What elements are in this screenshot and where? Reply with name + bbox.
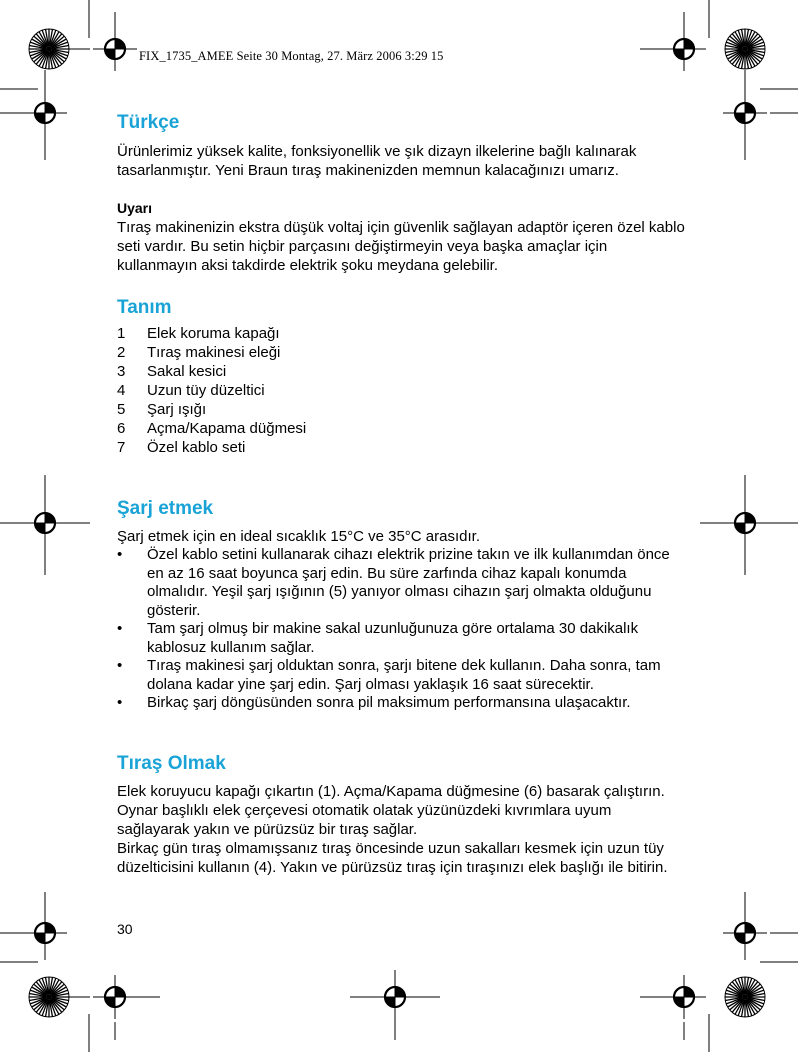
crosshair-bottom-left <box>93 975 137 1019</box>
item-label: Açma/Kapama düğmesi <box>147 420 307 437</box>
bullet-symbol: • <box>117 620 123 637</box>
crosshair-right-lower <box>723 911 767 955</box>
page-number: 30 <box>117 921 133 937</box>
intro-paragraph: Ürünlerimiz yüksek kalite, fonksiyonellik ve şık dizayn ilkelerine bağlı kalınarak tasarlanmıştır. Yeni Braun tıraş makinenizden memnun kalacağınızı umarız. <box>117 143 637 179</box>
item-number: 6 <box>117 420 126 437</box>
bullet-text: Birkaç şarj döngüsünden sonra pil maksimum performansına ulaşacaktır. <box>147 694 631 711</box>
crosshair-left-lower <box>23 911 67 955</box>
item-number: 7 <box>117 439 126 456</box>
rosette-mark-top-left <box>29 29 69 69</box>
item-number: 1 <box>117 325 126 342</box>
bullet-symbol: • <box>117 657 123 674</box>
print-header-info: FIX_1735_AMEE Seite 30 Montag, 27. März 2006 3:29 15 <box>139 49 444 63</box>
charging-bullet-list <box>117 546 687 713</box>
list-item <box>117 620 687 657</box>
item-label: Sakal kesici <box>147 363 227 380</box>
bullet-symbol: • <box>117 694 123 711</box>
list-item <box>117 694 687 713</box>
warning-title: Uyarı <box>117 200 153 216</box>
list-item <box>117 419 687 438</box>
item-number: 2 <box>117 344 126 361</box>
item-label: Uzun tüy düzeltici <box>147 382 265 399</box>
crosshair-top-left <box>93 27 137 71</box>
bullet-text: Tam şarj olmuş bir makine sakal uzunluğunuza göre ortalama 30 dakikalık kablosuz kullanım sağlar. <box>147 620 639 656</box>
crosshair-bottom-center <box>373 975 417 1019</box>
crosshair-bottom-right <box>662 975 706 1019</box>
item-number: 5 <box>117 401 126 418</box>
item-label: Şarj ışığı <box>147 401 207 418</box>
list-item <box>117 362 687 381</box>
crosshair-right-middle <box>723 501 767 545</box>
rosette-mark-bottom-left <box>29 977 69 1017</box>
list-item <box>117 343 687 362</box>
crosshair-left-upper <box>23 91 67 135</box>
bullet-text: Tıraş makinesi şarj olduktan sonra, şarjı bitene dek kullanın. Daha sonra, tam dolana kadar yine şarj edin. Şarj olması yaklaşık 16 saat sürecektir. <box>147 657 661 693</box>
bullet-text: Özel kablo setini kullanarak cihazı elektrik prizine takın ve ilk kullanımdan önce en az 16 saat boyunca şarj edin. Bu süre zarfında cihaz kapalı konumda olmalıdır. Yeşil şarj ışığının (5) yanıyor olması cihazın şarj olmakta olduğunu gösterir. <box>147 546 670 619</box>
shaving-paragraph-1: Elek koruyucu kapağı çıkartın (1). Açma/Kapama düğmesine (6) basarak çalıştırın. Oynar başlıklı elek çerçevesi otomatik olatak yüzünüzdeki kıvrımlara uyum sağlayarak yakın ve pürüzsüz bir tıraş sağlar. <box>117 782 665 838</box>
item-label: Özel kablo seti <box>147 439 246 456</box>
rosette-mark-bottom-right <box>725 977 765 1017</box>
item-label: Tıraş makinesi eleği <box>147 344 281 361</box>
list-item <box>117 381 687 400</box>
bullet-symbol: • <box>117 546 123 563</box>
shaving-paragraph-2: Birkaç gün tıraş olmamışsanız tıraş öncesinde uzun sakalları kesmek için uzun tüy düzelticisini kullanın (4). Yakın ve pürüzsüz tıraş için tıraşınızı elek başlığı ile bitirin. <box>117 839 668 876</box>
section-title-tiras: Tıraş Olmak <box>117 752 226 774</box>
item-number: 4 <box>117 382 126 399</box>
crosshair-left-middle <box>23 501 67 545</box>
crosshair-right-upper <box>723 91 767 135</box>
section-title-tanim: Tanım <box>117 297 172 318</box>
list-item <box>117 438 687 457</box>
list-item <box>117 400 687 419</box>
parts-list <box>117 324 687 457</box>
list-item <box>117 324 687 343</box>
section-title-turkce: Türkçe <box>117 112 180 133</box>
manual-content <box>117 110 687 877</box>
rosette-mark-top-right <box>725 29 765 69</box>
charging-intro: Şarj etmek için en ideal sıcaklık 15°C ve 35°C arasıdır. <box>117 528 480 545</box>
item-label: Elek koruma kapağı <box>147 325 280 342</box>
warning-text: Tıraş makinenizin ekstra düşük voltaj için güvenlik sağlayan adaptör içeren özel kablo seti vardır. Bu setin hiçbir parçasını değiştirmeyin veya başka amaçlar için kullanmayın aksi takdirde elektrik şoku meydana gelebilir. <box>117 219 685 274</box>
list-item <box>117 657 687 694</box>
list-item <box>117 546 687 620</box>
item-number: 3 <box>117 363 126 380</box>
crosshair-top-right <box>662 27 706 71</box>
section-title-sarj: Şarj etmek <box>117 498 214 519</box>
